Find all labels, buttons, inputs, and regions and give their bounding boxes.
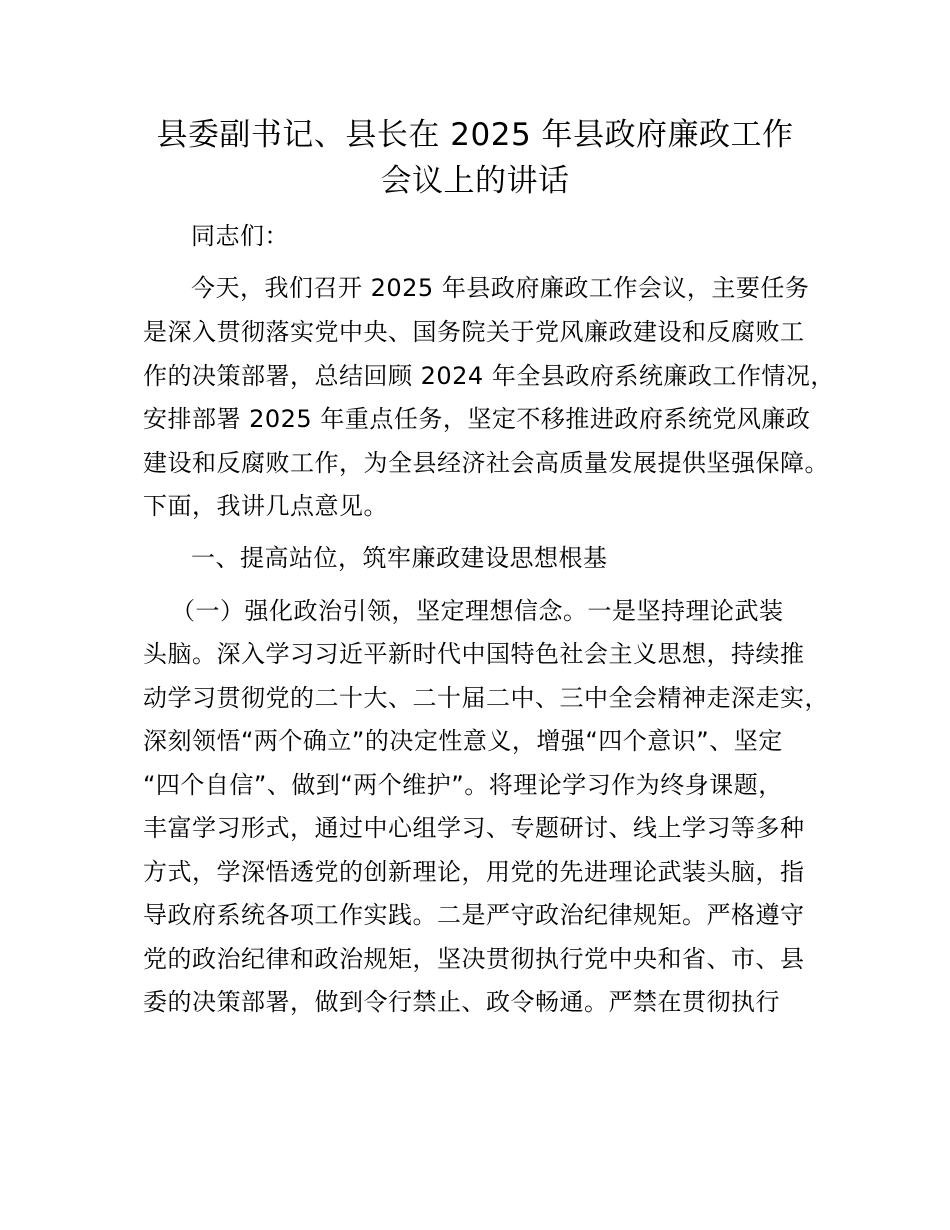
greeting: 同志们： [191,222,289,250]
paragraph-1-line: 下面，我讲几点意见。 [143,492,388,520]
paragraph-1-line: 建设和反腐败工作，为全县经济社会高质量发展提供坚强保障。 [143,449,829,477]
paragraph-2-line: 深刻领悟“两个确立”的决定性意义，增强“四个意识”、坚定 [143,727,783,755]
paragraph-1-line: 今天，我们召开 2025 年县政府廉政工作会议，主要任务 [191,274,810,302]
section-1-heading: 一、提高站位，筑牢廉政建设思想根基 [191,544,608,572]
paragraph-1-line: 作的决策部署，总结回顾 2024 年全县政府系统廉政工作情况， [143,362,835,390]
paragraph-1-line: 安排部署 2025 年重点任务，坚定不移推进政府系统党风廉政 [143,405,811,433]
paragraph-2-line: 丰富学习形式，通过中心组学习、专题研讨、线上学习等多种 [143,814,805,842]
paragraph-2-line: 头脑。深入学习习近平新时代中国特色社会主义思想，持续推 [143,640,805,668]
paragraph-2-line: 委的决策部署，做到令行禁止、政令畅通。严禁在贯彻执行 [143,988,780,1016]
paragraph-1-line: 是深入贯彻落实党中央、国务院关于党风廉政建设和反腐败工 [143,318,805,346]
paragraph-2-line: 方式，学深悟透党的创新理论，用党的先进理论武装头脑，指 [143,858,805,886]
paragraph-2-line: 党的政治纪律和政治规矩，坚决贯彻执行党中央和省、市、县 [143,945,805,973]
paragraph-2-line: 动学习贯彻党的二十大、二十届二中、三中全会精神走深走实， [143,684,829,712]
paragraph-2-line: “四个自信”、做到“两个维护”。将理论学习作为终身课题， [143,771,783,799]
document-title-line-2: 会议上的讲话 [380,163,570,199]
paragraph-2-line: 导政府系统各项工作实践。二是严守政治纪律规矩。严格遵守 [143,901,805,929]
paragraph-2-line: （一）强化政治引领，坚定理想信念。一是坚持理论武装 [171,597,784,625]
document-title-line-1: 县委副书记、县长在 2025 年县政府廉政工作 [156,117,794,153]
